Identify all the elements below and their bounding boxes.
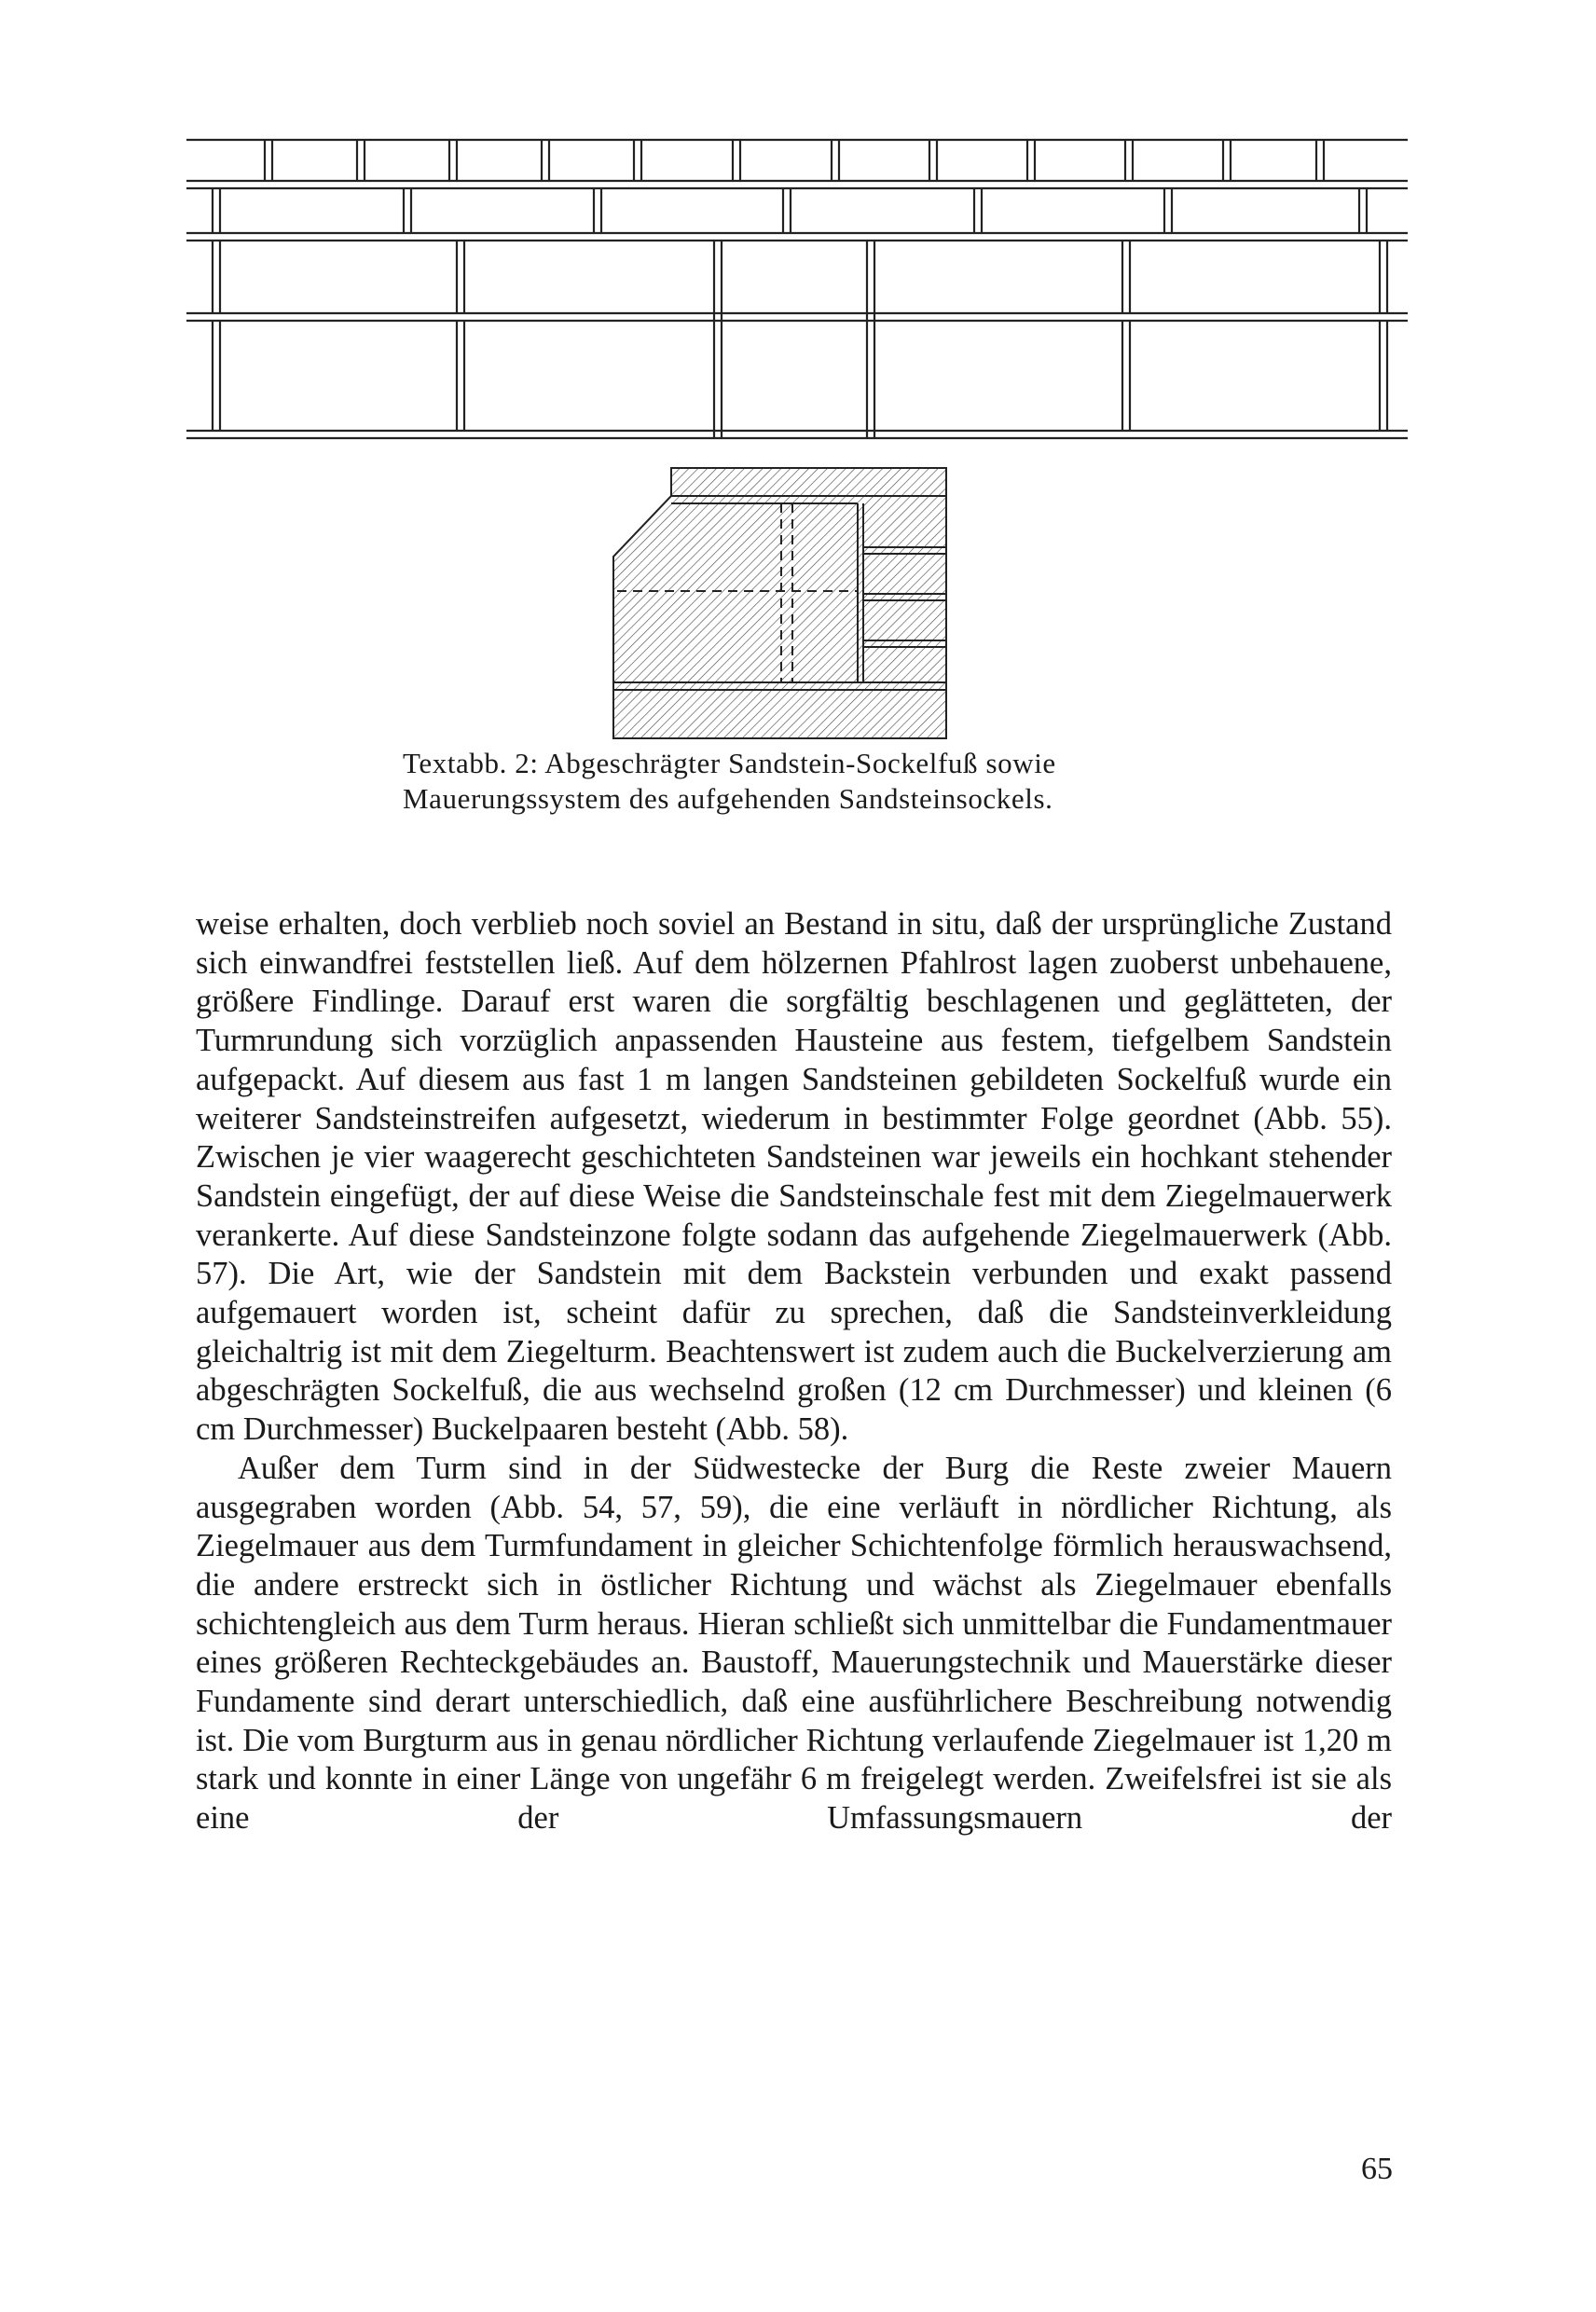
masonry-elevation-drawing <box>186 129 1408 447</box>
figure-caption <box>403 746 1242 817</box>
body-text <box>196 905 1392 1838</box>
caption-line-1: Textabb. 2: Abgeschrägter Sandstein-Sockelfuß sowie <box>403 747 1056 779</box>
paragraph-2: Außer dem Turm sind in der Südwestecke der Burg die Reste zweier Mauern ausgegraben worden (Abb. 54, 57, 59), die eine verläuft in nördlicher Richtung, als Ziegelmauer aus dem Turmfundament in gleicher Schichtenfolge förmlich herauswachsend, die andere erstreckt sich in östlicher Richtung und wächst als Ziegelmauer ebenfalls schichtengleich aus dem Turm heraus. Hieran schließt sich unmittelbar die Fundamentmauer eines größeren Rechteckgebäudes an. Baustoff, Mauerungstechnik und Mauerstärke dieser Fundamente sind derart unterschiedlich, daß eine ausführlichere Beschreibung notwendig ist. Die vom Burgturm aus in genau nördlicher Richtung verlaufende Ziegelmauer ist 1,20 m stark und konnte in einer Länge von ungefähr 6 m freigelegt werden. Zweifelsfrei ist sie als eine der Umfassungsmauern der <box>196 1450 1392 1837</box>
paragraph-1: weise erhalten, doch verblieb noch soviel an Bestand in situ, daß der ursprüngliche Zustand sich einwandfrei feststellen ließ. Auf dem hölzernen Pfahlrost lagen zuoberst unbehauene, größere Findlinge. Darauf erst waren die sorgfältig beschlagenen und geglätteten, der Turmrundung sich vorzüglich anpassenden Hausteine aus festem, tiefgelbem Sandstein aufgepackt. Auf diesem aus fast 1 m langen Sandsteinen gebildeten Sockelfuß wurde ein weiterer Sandsteinstreifen aufgesetzt, wiederum in bestimmter Folge geordnet (Abb. 55). Zwischen je vier waagerecht geschichteten Sandsteinen war jeweils ein hochkant stehender Sandstein eingefügt, der auf diese Weise die Sandsteinschale fest mit dem Ziegelmauerwerk verankerte. Auf diese Sandsteinzone folgte sodann das aufgehende Ziegelmauerwerk (Abb. 57). Die Art, wie der Sandstein mit dem Backstein verbunden und exakt passend aufgemauert worden ist, scheint dafür zu sprechen, daß die Sandsteinverkleidung gleichaltrig ist mit dem Ziegelturm. Beachtenswert ist zudem auch die Buckelverzierung am abgeschrägten Sockelfuß, die aus wechselnd großen (12 cm Durchmesser) und kleinen (6 cm Durchmesser) Buckelpaaren besteht (Abb. 58). <box>196 906 1392 1448</box>
page-number: 65 <box>1361 2152 1393 2186</box>
sandstone-section-drawing <box>606 459 951 742</box>
caption-line-2: Mauerungssystem des aufgehenden Sandsteinsockels. <box>403 782 1053 815</box>
